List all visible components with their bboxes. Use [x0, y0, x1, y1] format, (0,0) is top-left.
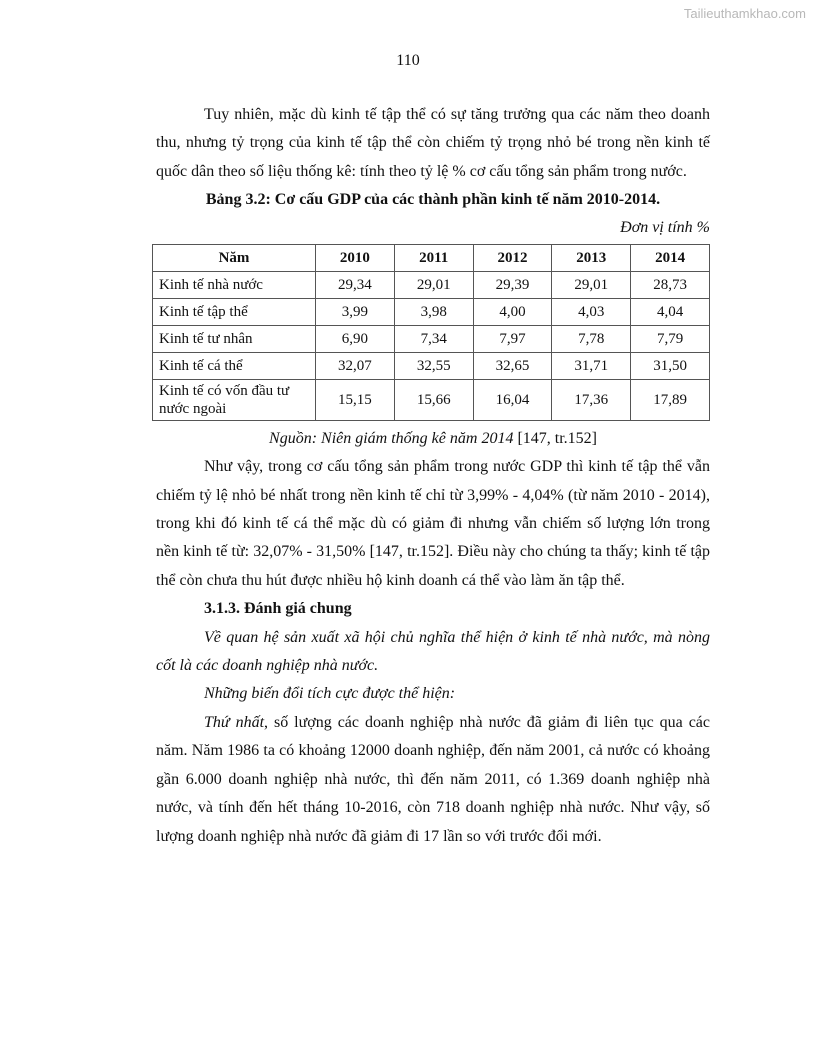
- table-cell: 7,79: [631, 326, 710, 353]
- table-cell: 15,66: [394, 380, 473, 421]
- table-cell: 3,98: [394, 299, 473, 326]
- page-number: 110: [396, 52, 420, 69]
- source-reference: [147, tr.152]: [513, 430, 597, 448]
- table-cell: 4,04: [631, 299, 710, 326]
- row-label: Kinh tế tư nhân: [153, 326, 316, 353]
- row-label: Kinh tế nhà nước: [153, 272, 316, 299]
- row-label: Kinh tế tập thể: [153, 299, 316, 326]
- table-cell: 4,00: [473, 299, 552, 326]
- table-cell: 16,04: [473, 380, 552, 421]
- table-cell: 32,55: [394, 353, 473, 380]
- table-cell: 4,03: [552, 299, 631, 326]
- table-cell: 31,71: [552, 353, 631, 380]
- table-cell: 7,78: [552, 326, 631, 353]
- header-cell: 2011: [394, 245, 473, 272]
- analysis-paragraph: Như vậy, trong cơ cấu tổng sản phẩm trong nước GDP thì kinh tế tập thể vẫn chiếm tỷ lệ nhỏ bé nhất trong nền kinh tế chỉ từ 3,99% - 4,04% (từ năm 2010 - 2014), trong khi đó kinh tế cá thể mặc dù có giảm đi nhưng vẫn chiếm số lượng lớn trong nền kinh tế từ: 32,07% - 31,50% [147, tr.152]. Điều này cho chúng ta thấy; kinh tế tập thể còn chưa thu hút được nhiều hộ kinh doanh cá thể vào làm ăn tập thể.: [156, 458, 710, 589]
- header-cell-year: Năm: [153, 245, 316, 272]
- header-cell: 2010: [316, 245, 395, 272]
- table-row: [153, 380, 710, 421]
- table-cell: 17,36: [552, 380, 631, 421]
- italic-paragraph: Những biến đổi tích cực được thể hiện:: [204, 685, 456, 703]
- italic-paragraph: Về quan hệ sản xuất xã hội chủ nghĩa thể hiện ở kinh tế nhà nước, mà nòng cốt là các doanh nghiệp nhà nước.: [156, 628, 710, 675]
- table-cell: 6,90: [316, 326, 395, 353]
- table-cell: 29,39: [473, 272, 552, 299]
- header-cell: 2014: [631, 245, 710, 272]
- table-row: [153, 272, 710, 299]
- table-cell: 31,50: [631, 353, 710, 380]
- table-cell: 32,65: [473, 353, 552, 380]
- table-header-row: [153, 245, 710, 272]
- watermark: Tailieuthamkhao.com: [683, 6, 806, 21]
- gdp-structure-table: [152, 244, 710, 421]
- table-cell: 32,07: [316, 353, 395, 380]
- table-source: [156, 425, 710, 453]
- table-cell: 15,15: [316, 380, 395, 421]
- first-point-lead: Thứ nhất: [204, 713, 265, 731]
- source-title: Nguồn: Niên giám thống kê năm 2014: [269, 430, 514, 448]
- row-label: Kinh tế cá thể: [153, 353, 316, 380]
- header-cell: 2013: [552, 245, 631, 272]
- table-cell: 28,73: [631, 272, 710, 299]
- table-caption: Bảng 3.2: Cơ cấu GDP của các thành phần kinh tế năm 2010-2014.: [205, 191, 661, 209]
- table-cell: 29,01: [394, 272, 473, 299]
- table-cell: 29,34: [316, 272, 395, 299]
- table-cell: 7,97: [473, 326, 552, 353]
- intro-paragraph: Tuy nhiên, mặc dù kinh tế tập thể có sự tăng trưởng qua các năm theo doanh thu, nhưng tỷ trọng của kinh tế tập thể còn chiếm tỷ trọng nhỏ bé trong nền kinh tế quốc dân theo số liệu thống kê: tính theo tỷ lệ % cơ cấu tổng sản phẩm trong nước.: [156, 106, 710, 180]
- table-cell: 7,34: [394, 326, 473, 353]
- section-heading: 3.1.3. Đánh giá chung: [204, 600, 352, 618]
- table-cell: 3,99: [316, 299, 395, 326]
- table-unit: Đơn vị tính %: [620, 219, 710, 237]
- page-content: [156, 101, 710, 851]
- table-row: [153, 299, 710, 326]
- first-point-paragraph: [156, 709, 710, 851]
- table-row: [153, 326, 710, 353]
- table-cell: 29,01: [552, 272, 631, 299]
- table-row: [153, 353, 710, 380]
- row-label: Kinh tế có vốn đầu tư nước ngoài: [153, 380, 316, 421]
- first-point-text: , số lượng các doanh nghiệp nhà nước đã giảm đi liên tục qua các năm. Năm 1986 ta có khoảng 12000 doanh nghiệp, đến năm 2001, cả nước có khoảng gần 6.000 doanh nghiệp nhà nước, thì đến năm 2011, có 1.369 doanh nghiệp nhà nước, và tính đến hết tháng 10-2016, còn 718 doanh nghiệp nhà nước. Như vậy, số lượng doanh nghiệp nhà nước đã giảm đi 17 lần so với trước đổi mới.: [156, 713, 710, 845]
- table-cell: 17,89: [631, 380, 710, 421]
- header-cell: 2012: [473, 245, 552, 272]
